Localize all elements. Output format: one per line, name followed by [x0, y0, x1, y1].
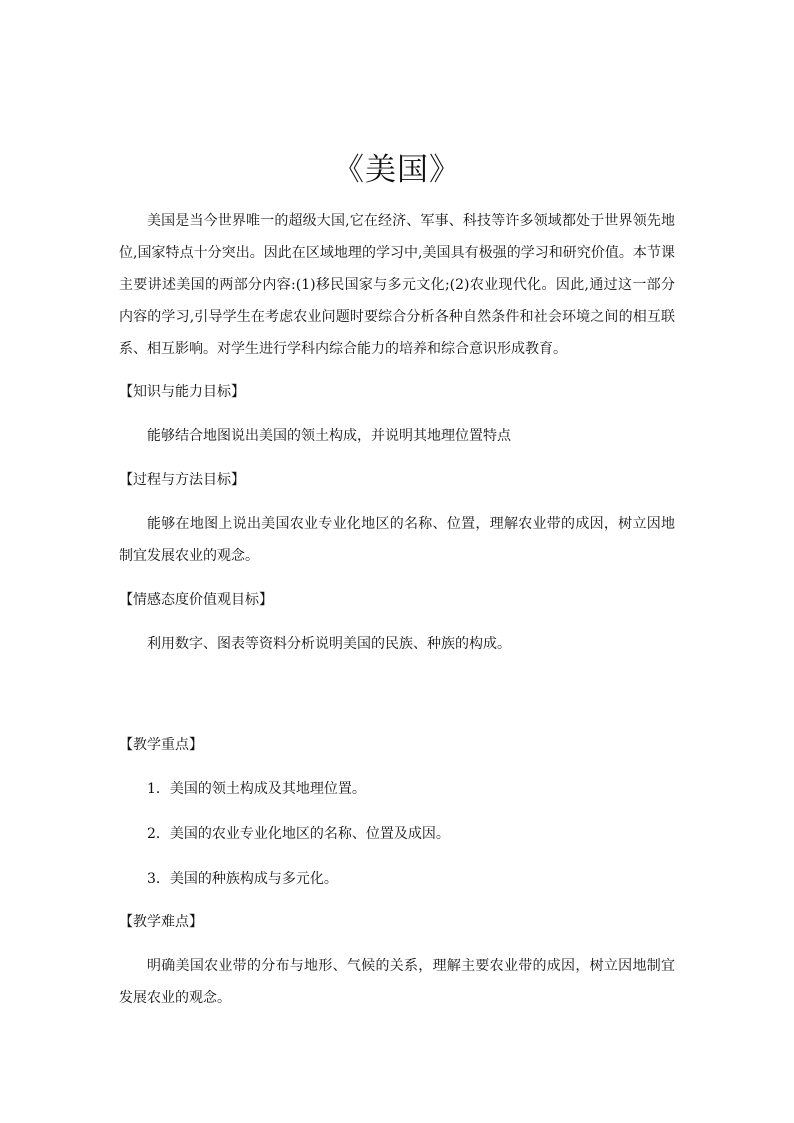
key-point-item: 2．美国的农业专业化地区的名称、位置及成因。: [147, 826, 450, 842]
difficulty-heading: 【教学难点】: [119, 914, 203, 930]
intro-paragraph: 美国是当今世界唯一的超级大国,它在经济、军事、科技等许多领域都处于世界领先地位,国家特点十分突出。因此在区域地理的学习中,美国具有极强的学习和研究价值。本节课主要讲述美国的两部分内容:(1)移民国家与多元文化;(2)农业现代化。因此,通过这一部分内容的学习,引导学生在考虑农业问题时要综合分析各种自然条件和社会环境之间的相互联系、相互影响。对学生进行学科内综合能力的培养和综合意识形成教育。: [119, 213, 675, 357]
emotion-objective-text: 利用数字、图表等资料分析说明美国的民族、种族的构成。: [147, 636, 511, 652]
knowledge-objective-text: 能够结合地图说出美国的领土构成，并说明其地理位置特点: [147, 428, 511, 444]
document-title: 《美国》: [333, 152, 461, 188]
key-point-item: 3．美国的种族构成与多元化。: [147, 871, 338, 887]
key-points-heading: 【教学重点】: [119, 737, 203, 753]
process-objective-text: 能够在地图上说出美国农业专业化地区的名称、位置，理解农业带的成因，树立因地制宜发展农业的观念。: [119, 516, 675, 564]
knowledge-objective-heading: 【知识与能力目标】: [119, 384, 245, 400]
key-point-item: 1．美国的领土构成及其地理位置。: [147, 781, 366, 797]
emotion-objective-heading: 【情感态度价值观目标】: [119, 592, 273, 608]
process-objective-heading: 【过程与方法目标】: [119, 472, 245, 488]
difficulty-text: 明确美国农业带的分布与地形、气候的关系，理解主要农业带的成因，树立因地制宜发展农业的观念。: [119, 958, 675, 1006]
